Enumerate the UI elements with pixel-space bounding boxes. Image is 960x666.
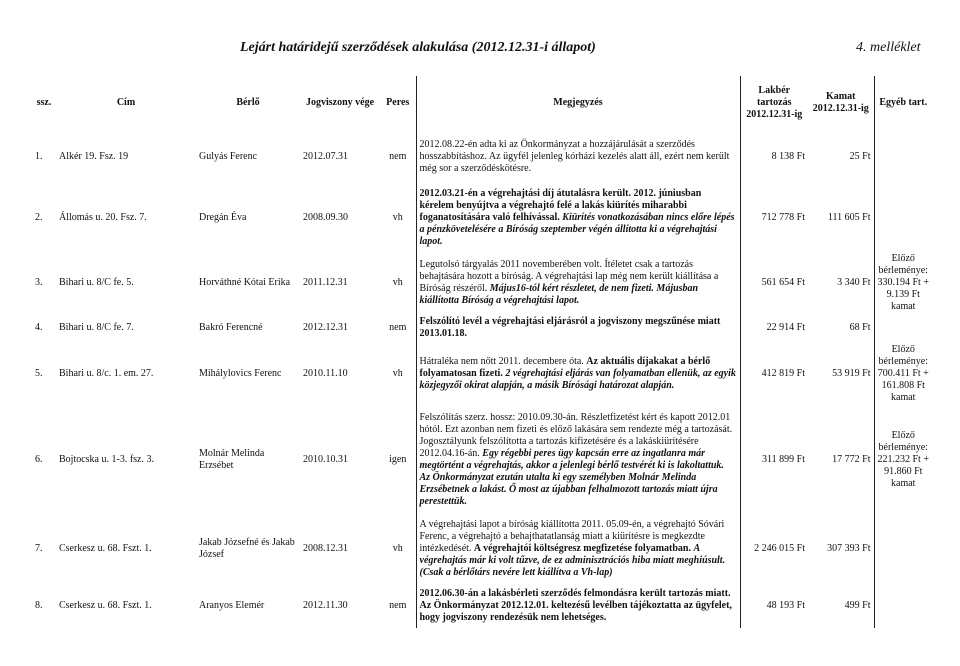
cell-note <box>416 514 740 584</box>
note-text: Legutolsó tárgyalás 2011 novemberében volt. Ítéletet csak a tartozás behajtására hozott a bíróság. A végrehajtási lap még nem került kiállítása a Bíróság részéről. <box>419 259 719 294</box>
cell-cim: Bihari u. 8/C fe. 7. <box>59 322 134 333</box>
cell-peres: vh <box>392 212 403 223</box>
cell-note <box>416 406 740 514</box>
table-row <box>32 584 932 628</box>
cell-note <box>416 342 740 406</box>
cell-ssz: 5. <box>35 368 43 379</box>
note-bold: 2012.03.21-én a végrehajtási díj átutalásra került. 2012. júniusban kérelem benyújtva a végrehajtó felé a lakás kiürítés miharabbi foganatosítására való felhívással. <box>419 188 702 223</box>
cell-berlo: Jakab Józsefné és Jakab József <box>199 537 295 560</box>
cell-lakber: 8 138 Ft <box>740 130 808 184</box>
cell-peres: nem <box>389 151 407 162</box>
cell-ssz: 6. <box>35 454 43 465</box>
cell-ssz: 4. <box>35 322 43 333</box>
cell-kamat: 53 919 Ft <box>832 368 871 379</box>
col-peres: Peres <box>386 97 410 108</box>
cell-egyeb <box>874 130 932 184</box>
annex-label: 4. melléklet <box>856 40 921 55</box>
cell-berlo: Mihálylovics Ferenc <box>199 368 282 379</box>
cell-vege: 2008.12.31 <box>303 543 348 554</box>
cell-ssz: 1. <box>35 151 43 162</box>
cell-cim: Bojtocska u. 1-3. fsz. 3. <box>59 454 154 465</box>
table-row <box>32 406 932 514</box>
cell-lakber: 412 819 Ft <box>740 342 808 406</box>
col-egyeb: Egyéb tart. <box>874 76 932 130</box>
cell-kamat: 499 Ft <box>844 600 871 611</box>
col-jogviszony: Jogviszony vége <box>305 97 375 108</box>
cell-berlo: Horváthné Kótai Erika <box>199 277 291 288</box>
cell-vege: 2011.12.31 <box>303 277 348 288</box>
cell-cim: Cserkesz u. 68. Fszt. 1. <box>59 600 152 611</box>
cell-berlo: Bakró Ferencné <box>199 322 263 333</box>
cell-peres: vh <box>392 368 403 379</box>
table-row <box>32 184 932 252</box>
cell-kamat: 111 605 Ft <box>827 212 871 223</box>
cell-kamat: 3 340 Ft <box>837 277 871 288</box>
document-header <box>0 40 960 60</box>
cell-peres: vh <box>392 277 403 288</box>
cell-egyeb: Előző bérleménye: 221.232 Ft + 91.860 Ft kamat <box>874 406 932 514</box>
table-row <box>32 130 932 184</box>
cell-peres: igen <box>389 454 407 465</box>
cell-ssz: 3. <box>35 277 43 288</box>
note-bold-italic: Május16-tól kért részletet, de nem fizeti. Májusban kiállította Bíróság a végrehajtási lapot. <box>419 283 699 306</box>
cell-berlo: Molnár Melinda Erzsébet <box>199 448 265 471</box>
cell-note <box>416 130 740 184</box>
col-cim: Cím <box>116 97 136 108</box>
document-title: Lejárt határidejű szerződések alakulása (2012.12.31-i állapot) <box>240 40 596 55</box>
note-text: Hátraléka nem nőtt 2011. decembere óta. <box>419 356 584 367</box>
table-header-row <box>32 76 932 130</box>
table-row <box>32 342 932 406</box>
cell-vege: 2012.11.30 <box>303 600 348 611</box>
cell-egyeb <box>874 184 932 252</box>
cell-kamat: 68 Ft <box>849 322 871 333</box>
cell-egyeb: Előző bérleménye: 330.194 Ft + 9.139 Ft kamat <box>874 252 932 314</box>
cell-berlo: Dregán Éva <box>199 212 247 223</box>
col-berlo: Bérlő <box>236 97 260 108</box>
table-row <box>32 252 932 314</box>
cell-ssz: 8. <box>35 600 43 611</box>
cell-kamat: 307 393 Ft <box>827 543 871 554</box>
cell-berlo: Gulyás Ferenc <box>199 151 258 162</box>
cell-lakber: 561 654 Ft <box>740 252 808 314</box>
cell-vege: 2012.12.31 <box>303 322 348 333</box>
cell-ssz: 7. <box>35 543 43 554</box>
cell-kamat: 25 Ft <box>849 151 871 162</box>
cell-peres: nem <box>389 322 407 333</box>
col-lakber: Lakbér tartozás 2012.12.31-ig <box>740 76 808 130</box>
cell-lakber: 712 778 Ft <box>740 184 808 252</box>
cell-egyeb <box>874 314 932 342</box>
cell-lakber: 22 914 Ft <box>740 314 808 342</box>
cell-peres: vh <box>392 543 403 554</box>
col-megjegyzes: Megjegyzés <box>416 76 740 130</box>
cell-vege: 2008.09.30 <box>303 212 348 223</box>
note-bold-italic: Egy régebbi peres ügy kapcsán erre az ingatlanra már megtörtént a végrehajtás, akkor a jelenlegi bérlő testvérét ki is lakoltattuk. Az Önkormányzat ezután utalta ki egy személyben Molnár Melinda Erzsébetnek a lakást. Ő most az újabban felhalmozott tartozás miatt újra perestettük. <box>419 448 724 507</box>
cell-lakber: 311 899 Ft <box>740 406 808 514</box>
cell-cim: Alkér 19. Fsz. 19 <box>59 151 129 162</box>
note-bold: Az aktuális díjakakat a bérlő folyamatosan fizeti. <box>419 356 711 379</box>
cell-note <box>416 184 740 252</box>
cell-egyeb: Előző bérleménye: 700.411 Ft + 161.808 Ft kamat <box>874 342 932 406</box>
cell-note: Felszólító levél a végrehajtási eljárásról a jogviszony megszűnése miatt 2013.01.18. <box>416 314 740 342</box>
cell-lakber: 2 246 015 Ft <box>740 514 808 584</box>
col-ssz: ssz. <box>36 97 52 108</box>
cell-cim: Bihari u. 8/C fe. 5. <box>59 277 134 288</box>
note-bold: A végrehajtói költségresz megfizetése folyamatban. <box>473 543 691 554</box>
note-text: A végrehajtási lapot a bíróság kiállította 2011. 05.09-én, a végrehajtó Sóvári Ferenc, a végrehajtó a behajthatatlanság miatt a kiürítésre is megkezdte intézkedését. <box>419 519 725 554</box>
col-kamat: Kamat 2012.12.31-ig <box>812 91 869 114</box>
table-row <box>32 514 932 584</box>
table-row <box>32 314 932 342</box>
cell-note <box>416 252 740 314</box>
cell-lakber: 48 193 Ft <box>740 584 808 628</box>
note-bold-italic: 2 végrehajtási eljárás van folyamatban ellenük, az egyik közjegyzői okirat alapján, a másik Bírósági határozat alapján. <box>419 368 736 391</box>
contracts-table <box>32 76 932 628</box>
cell-vege: 2012.07.31 <box>303 151 348 162</box>
cell-cim: Bihari u. 8/c. 1. em. 27. <box>59 368 154 379</box>
cell-vege: 2010.10.31 <box>303 454 348 465</box>
cell-peres: nem <box>389 600 407 611</box>
note-text: Felszólítás szerz. hossz: 2010.09.30-án. Részletfizetést kért és kapott 2012.01 hótól. Ezt azonban nem fizeti és előző lakására sem rendezte még a tartozását. Jogosztályunk felszólította a tartozás kifizetésére és a lakáskiürítésére 2012.04.16-án. <box>419 412 733 459</box>
note-text: 2012.08.22-én adta ki az Önkormányzat a hozzájárulását a szerződés hosszabbításhoz. Az ügyfél jelenleg kórházi kezelés alatt áll, ezért nem került még sor a szerződéskötésre. <box>419 139 730 174</box>
cell-egyeb <box>874 514 932 584</box>
cell-ssz: 2. <box>35 212 43 223</box>
cell-kamat: 17 772 Ft <box>832 454 871 465</box>
note-bold-italic: Kiürítés vonatkozásában nincs előre lépés a pénzkövetelésére a Bíróság szeptember végén állította ki a végrehajtási lapot. <box>419 212 735 247</box>
cell-egyeb <box>874 584 932 628</box>
cell-vege: 2010.11.10 <box>303 368 348 379</box>
cell-cim: Állomás u. 20. Fsz. 7. <box>59 212 147 223</box>
cell-berlo: Aranyos Elemér <box>199 600 265 611</box>
cell-note: 2012.06.30-án a lakásbérleti szerződés felmondásra került tartozás miatt. Az Önkormányzat 2012.12.01. keltezésű levélben tájékoztatta az ügyfelet, hogy jogviszony rendezésük nem lehetséges. <box>416 584 740 628</box>
cell-cim: Cserkesz u. 68. Fszt. 1. <box>59 543 152 554</box>
note-bold-italic: A végrehajtás már ki volt tűzve, de ez adminisztrációs hiba miatt meghiúsult. (Csak a bérlőtárs nevére lett kiállítva a Vh-lap) <box>419 543 726 578</box>
